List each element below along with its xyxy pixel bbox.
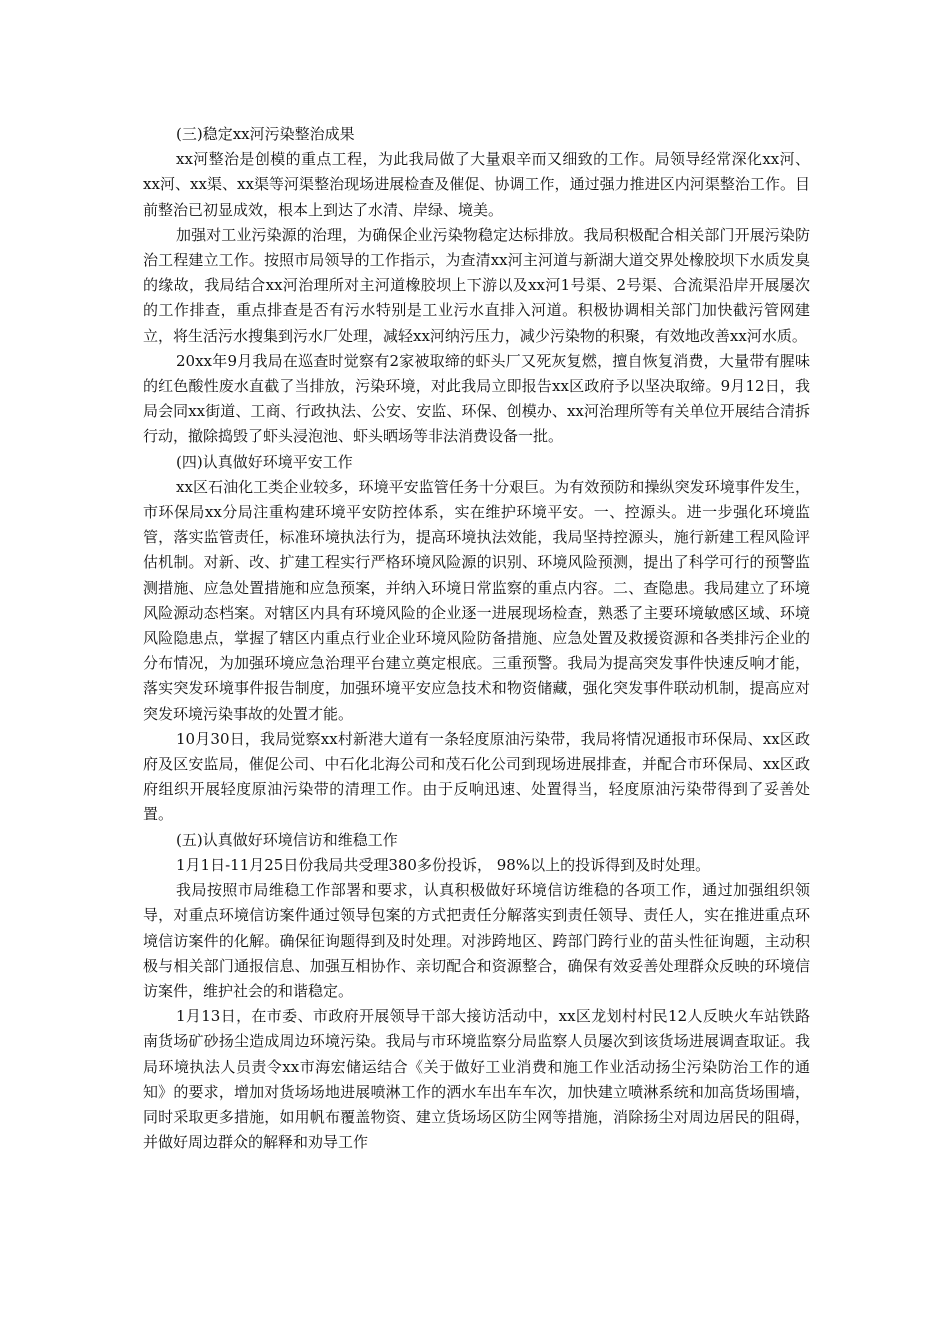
body-paragraph: 1月13日，在市委、市政府开展领导干部大接访活动中，xx区龙划村村民12人反映火车站铁路南货场矿砂扬尘造成周边环境污染。我局与市环境监察分局监察人员屡次到该货场进展调查取证。我局环境执法人员责令xx市海宏储运结合《关于做好工业消费和施工作业活动扬尘污染防治工作的通知》的要求，增加对货场场地进展喷淋工作的洒水车出车车次，加快建立喷淋系统和加高货场围墙，同时采取更多措施，如用帆布覆盖物资、建立货场场区防尘网等措施，消除扬尘对周边居民的阻碍，并做好周边群众的解释和劝导工作 — [143, 1007, 810, 1152]
section-heading-4: (四)认真做好环境平安工作 — [176, 452, 353, 471]
body-paragraph: 加强对工业污染源的治理，为确保企业污染物稳定达标排放。我局积极配合相关部门开展污染防治工程建立工作。按照市局领导的工作指示，为查清xx河主河道与新湖大道交界处橡胶坝下水质发臭的缘故，我局结合xx河治理所对主河道橡胶坝上下游以及xx河1号渠、2号渠、合流渠沿岸开展屡次的工作排查，重点排查是否有污水特别是工业污水直排入河道。积极协调相关部门加快截污管网建立，将生活污水搜集到污水厂处理，减轻xx河纳污压力，减少污染物的积聚，有效地改善xx河水质。 — [143, 225, 810, 345]
body-paragraph: 20xx年9月我局在巡查时觉察有2家被取缔的虾头厂又死灰复燃，擅自恢复消费，大量带有腥味的红色酸性废水直截了当排放，污染环境，对此我局立即报告xx区政府予以坚决取缔。9月12日，我局会同xx街道、工商、行政执法、公安、安监、环保、创模办、xx河治理所等有关单位开展结合清拆行动，撤除捣毁了虾头浸泡池、虾头晒场等非法消费设备一批。 — [143, 351, 810, 446]
section-heading-3: (三)稳定xx河污染整治成果 — [176, 125, 355, 143]
section-heading-5: (五)认真做好环境信访和维稳工作 — [176, 830, 398, 849]
body-paragraph: xx区石油化工类企业较多，环境平安监管任务十分艰巨。为有效预防和操纵突发环境事件发生，市环保局xx分局注重构建环境平安防控体系，实在维护环境平安。一、控源头。进一步强化环境监管，落实监管责任，标准环境执法行为，提高环境执法效能，我局坚持控源头，施行新建工程风险评估机制。对新、改、扩建工程实行严格环境风险源的识别、环境风险预测，提出了科学可行的预警监测措施、应急处置措施和应急预案，并纳入环境日常监察的重点内容。二、查隐患。我局建立了环境风险源动态档案。对辖区内具有环境风险的企业逐一进展现场检查，熟悉了主要环境敏感区域、环境风险隐患点，掌握了辖区内重点行业企业环境风险防备措施、应急处置及救援资源和各类排污企业的分布情况，为加强环境应急治理平台建立奠定根底。三重预警。我局为提高突发事件快速反响才能，落实突发环境事件报告制度，加强环境平安应急技术和物资储藏，强化突发事件联动机制，提高应对突发环境污染事故的处置才能。 — [143, 477, 810, 723]
body-paragraph: xx河整治是创模的重点工程，为此我局做了大量艰辛而又细致的工作。局领导经常深化xx河、xx河、xx渠、xx渠等河渠整治现场进展检查及催促、协调工作，通过强力推进区内河渠整治工作。目前整治已初显成效，根本上到达了水清、岸绿、境美。 — [143, 150, 810, 219]
body-paragraph: 我局按照市局维稳工作部署和要求，认真积极做好环境信访维稳的各项工作，通过加强组织领导，对重点环境信访案件通过领导包案的方式把责任分解落实到责任领导、责任人，实在推进重点环境信访案件的化解。确保征询题得到及时处理。对涉跨地区、跨部门跨行业的苗头性征询题，主动积极与相关部门通报信息、加强互相协作、亲切配合和资源整合，确保有效妥善处理群众反映的环境信访案件，维护社会的和谐稳定。 — [143, 881, 810, 1000]
body-paragraph: 1月1日-11月25日份我局共受理380多份投诉， 98%以上的投诉得到及时处理。 — [176, 855, 711, 874]
document-page — [143, 122, 810, 1155]
body-paragraph: 10月30日，我局觉察xx村新港大道有一条轻度原油污染带，我局将情况通报市环保局、xx区政府及区安监局，催促公司、中石化北海公司和茂石化公司到现场进展排查，并配合市环保局、xx区政府组织开展轻度原油污染带的清理工作。由于反响迅速、处置得当，轻度原油污染带得到了妥善处置。 — [143, 729, 811, 824]
